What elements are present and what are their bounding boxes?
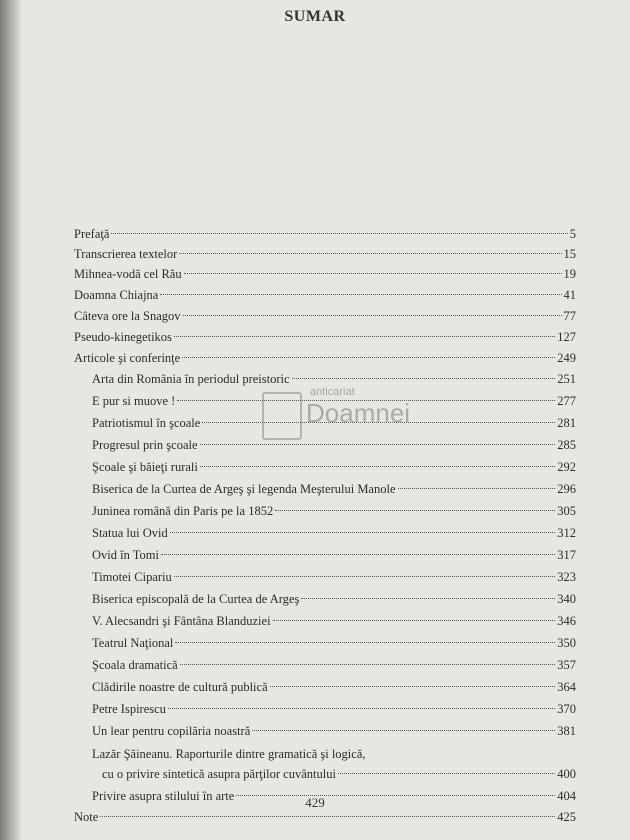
page-title: SUMAR: [284, 8, 346, 25]
toc-entry-page: 41: [563, 288, 576, 302]
toc-entry-title: Lazăr Şăineanu. Raporturile dintre gramatică şi logică,: [92, 747, 366, 761]
toc-leader-dots: [161, 553, 555, 555]
toc-entry-page: 425: [557, 810, 576, 824]
toc-entry-page: 400: [557, 767, 576, 781]
toc-entry-title: Prefaţă: [74, 227, 110, 241]
toc-subentry: [92, 545, 576, 565]
toc-leader-dots: [174, 575, 555, 577]
toc-leader-dots: [270, 685, 556, 687]
toc-leader-dots: [168, 707, 555, 709]
toc-entry-title: E pur si muove !: [92, 394, 176, 408]
toc-entry-page: 404: [557, 789, 576, 803]
toc-entry: [74, 244, 576, 264]
toc-entry-title: Patriotismul în şcoale: [92, 416, 201, 430]
toc-entry-page: 5: [569, 227, 576, 241]
toc-leader-dots: [292, 377, 556, 379]
toc-entry-page: 323: [557, 570, 576, 584]
toc-entry-title: Mihnea-vodă cel Rău: [74, 267, 182, 281]
toc-entry-page: 340: [557, 592, 576, 606]
watermark-logo: [262, 382, 412, 452]
toc-entry-page: 281: [557, 416, 576, 430]
watermark-big-text: Doamnei: [306, 398, 411, 428]
toc-entry-title: Juninea română din Paris pe la 1852: [92, 504, 274, 518]
toc-entry-page: 381: [557, 724, 576, 738]
toc-subentry-continuation: [102, 764, 576, 784]
toc-leader-dots: [252, 729, 555, 731]
toc-entry: [74, 285, 576, 305]
toc-entry-title: Transcrierea textelor: [74, 247, 178, 261]
toc-subentry: [92, 589, 576, 609]
toc-entry-page: 77: [563, 309, 576, 323]
toc-entry-page: 370: [557, 702, 576, 716]
toc-entry: [74, 264, 576, 284]
toc-leader-dots: [184, 272, 562, 274]
toc-leader-dots: [275, 509, 555, 511]
toc-entry-title: Privire asupra stilului în arte: [92, 789, 235, 803]
toc-entry-title: V. Alecsandri şi Fântâna Blanduziei: [92, 614, 271, 628]
toc-entry-title: Timotei Cipariu: [92, 570, 172, 584]
toc-entry-title: Arta din România în periodul preistoric: [92, 372, 290, 386]
toc-subentry: [92, 611, 576, 631]
toc-entry-title: Petre Ispirescu: [92, 702, 166, 716]
toc-leader-dots: [200, 465, 555, 467]
toc-entry-title: Ovid în Tomi: [92, 548, 159, 562]
toc-entry-title: Statua lui Ovid: [92, 526, 168, 540]
toc-leader-dots: [180, 663, 556, 665]
toc-entry-title: Un lear pentru copilăria noastră: [92, 724, 251, 738]
toc-entry-page: 296: [557, 482, 576, 496]
toc-entry: [74, 327, 576, 347]
toc-entry: [74, 306, 576, 326]
toc-subentry: [92, 501, 576, 521]
page-number: 429: [305, 795, 325, 810]
toc-leader-dots: [170, 531, 556, 533]
toc-leader-dots: [160, 293, 561, 295]
toc-subentry: [92, 744, 576, 764]
toc-leader-dots: [100, 815, 555, 817]
toc-entry-title: Pseudo-kinegetikos: [74, 330, 172, 344]
watermark-small-text: anticariat: [310, 386, 355, 398]
toc-entry-title: Articole şi conferinţe: [74, 351, 181, 365]
toc-subentry: [92, 677, 576, 697]
toc-entry-page: 127: [557, 330, 576, 344]
toc-entry-page: 346: [557, 614, 576, 628]
watermark-book-icon: [262, 392, 302, 440]
toc-entry-title: Note: [74, 810, 99, 824]
toc-entry-title: Şcoale şi băieţi rurali: [92, 460, 198, 474]
toc-subentry: [92, 633, 576, 653]
toc-leader-dots: [179, 252, 561, 254]
toc-entry-title: Şcoala dramatică: [92, 658, 178, 672]
toc-entry: [74, 224, 576, 244]
toc-leader-dots: [273, 619, 556, 621]
page-gutter-shadow: [0, 0, 22, 840]
toc-entry-title: Câteva ore la Snagov: [74, 309, 181, 323]
toc-entry-page: 317: [557, 548, 576, 562]
toc-entry-page: 277: [557, 394, 576, 408]
toc-entry-page: 249: [557, 351, 576, 365]
toc-entry-page: 305: [557, 504, 576, 518]
toc-subentry: [92, 457, 576, 477]
toc-leader-dots: [398, 487, 556, 489]
toc-entry: [74, 348, 576, 368]
toc-entry-page: 357: [557, 658, 576, 672]
toc-leader-dots: [175, 641, 555, 643]
toc-subentry: [92, 699, 576, 719]
toc-leader-dots: [338, 772, 555, 774]
toc-entry-page: 19: [563, 267, 576, 281]
toc-subentry: [92, 567, 576, 587]
toc-leader-dots: [182, 356, 555, 358]
toc-entry-page: 350: [557, 636, 576, 650]
toc-entry-page: 292: [557, 460, 576, 474]
toc-entry-page: 364: [557, 680, 576, 694]
toc-entry-page: 251: [557, 372, 576, 386]
toc-subentry: [92, 655, 576, 675]
toc-entry-title: Teatrul Naţional: [92, 636, 174, 650]
toc-entry-title: Progresul prin şcoale: [92, 438, 198, 452]
toc-entry-title: Doamna Chiajna: [74, 288, 159, 302]
toc-subentry: [92, 523, 576, 543]
toc-entry-page: 285: [557, 438, 576, 452]
toc-entry-title: Biserica de la Curtea de Argeş şi legenda Meşterului Manole: [92, 482, 396, 496]
toc-entry-page: 15: [563, 247, 576, 261]
toc-entry-page: 312: [557, 526, 576, 540]
toc-leader-dots: [301, 597, 555, 599]
toc-entry-title: cu o privire sintetică asupra părţilor cuvântului: [102, 767, 336, 781]
toc-subentry: [92, 479, 576, 499]
toc-leader-dots: [174, 335, 555, 337]
toc-entry-title: Biserica episcopală de la Curtea de Argeş: [92, 592, 300, 606]
toc-leader-dots: [111, 232, 567, 234]
toc-subentry: [92, 721, 576, 741]
toc-leader-dots: [183, 314, 562, 316]
toc-entry-title: Clădirile noastre de cultură publică: [92, 680, 268, 694]
